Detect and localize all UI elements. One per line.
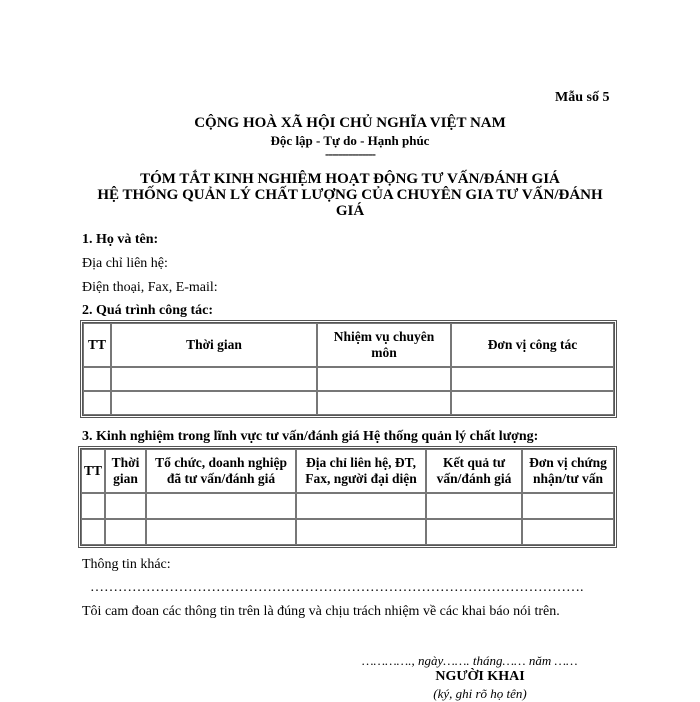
motto: Độc lập - Tự do - Hạnh phúc [270, 133, 430, 148]
table-header-row [81, 449, 614, 493]
table-row [83, 391, 614, 415]
work-history-table [80, 320, 617, 418]
table-row [83, 367, 614, 391]
nation-heading: CỘNG HOÀ XÃ HỘI CHỦ NGHĨA VIỆT NAM [194, 115, 506, 131]
table-row [81, 519, 614, 545]
address-label: Địa chỉ liên hệ: [82, 256, 168, 271]
column-header: TT [81, 449, 105, 493]
column-header: Thời gian [105, 449, 146, 493]
form-number: Mẫu số 5 [555, 90, 610, 105]
column-header: Đơn vị chứng nhận/tư vấn [522, 449, 614, 493]
column-header: Kết quả tư vấn/đánh giá [426, 449, 522, 493]
table-row [81, 493, 614, 519]
title-line-3: GIÁ [335, 203, 365, 219]
signature-note: (ký, ghi rõ họ tên) [433, 686, 527, 701]
header-separator: --------------- [325, 146, 375, 161]
title-line-1: TÓM TẮT KINH NGHIỆM HOẠT ĐỘNG TƯ VẤN/ĐÁNH GIÁ [140, 171, 560, 187]
other-info-dots: ……………………………………………………………………………………………. [90, 580, 584, 595]
experience-table [78, 446, 617, 548]
column-header: Địa chỉ liên hệ, ĐT, Fax, người đại diện [296, 449, 426, 493]
declaration: Tôi cam đoan các thông tin trên là đúng và chịu trách nhiệm về các khai báo nói trên. [82, 604, 560, 619]
column-header: Tổ chức, doanh nghiệp đã tư vấn/đánh giá [146, 449, 296, 493]
title-line-2: HỆ THỐNG QUẢN LÝ CHẤT LƯỢNG CỦA CHUYÊN GIA TƯ VẤN/ĐÁNH [97, 187, 603, 203]
section3-heading: 3. Kinh nghiệm trong lĩnh vực tư vấn/đánh giá Hệ thống quản lý chất lượng: [82, 429, 539, 444]
section1-heading: 1. Họ và tên: [82, 232, 159, 247]
section2-heading: 2. Quá trình công tác: [82, 303, 214, 318]
date-line: …………., ngày……. tháng…… năm …… [362, 653, 578, 668]
signer-title: NGƯỜI KHAI [435, 669, 525, 684]
table-header-row [83, 323, 614, 367]
column-header: Nhiệm vụ chuyên môn [317, 323, 451, 367]
other-info-label: Thông tin khác: [82, 557, 171, 572]
column-header: Đơn vị công tác [451, 323, 614, 367]
column-header: TT [83, 323, 111, 367]
contact-label: Điện thoại, Fax, E-mail: [82, 280, 218, 295]
column-header: Thời gian [111, 323, 317, 367]
